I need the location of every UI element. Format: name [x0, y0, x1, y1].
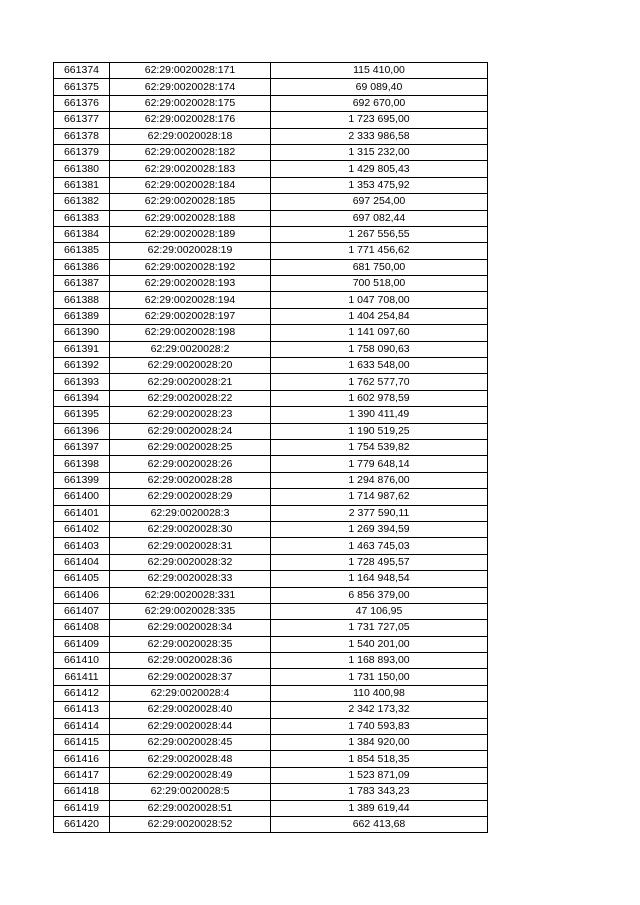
value-cell: 115 410,00: [271, 63, 488, 79]
value-cell: 1 463 745,03: [271, 538, 488, 554]
table-row: [54, 456, 488, 472]
row-number-cell: 661378: [54, 128, 110, 144]
cadastral-number-cell: 62:29:0020028:331: [110, 587, 271, 603]
table-row: [54, 554, 488, 570]
table-row: [54, 685, 488, 701]
row-number-cell: 661391: [54, 341, 110, 357]
row-number-cell: 661383: [54, 210, 110, 226]
cadastral-number-cell: 62:29:0020028:51: [110, 800, 271, 816]
cadastral-number-cell: 62:29:0020028:26: [110, 456, 271, 472]
row-number-cell: 661389: [54, 308, 110, 324]
cadastral-number-cell: 62:29:0020028:29: [110, 489, 271, 505]
value-cell: 1 771 456,62: [271, 243, 488, 259]
value-cell: 692 670,00: [271, 95, 488, 111]
table-row: [54, 358, 488, 374]
cadastral-number-cell: 62:29:0020028:194: [110, 292, 271, 308]
row-number-cell: 661403: [54, 538, 110, 554]
value-cell: 681 750,00: [271, 259, 488, 275]
table-row: [54, 816, 488, 832]
table-row: [54, 374, 488, 390]
table-row: [54, 439, 488, 455]
cadastral-number-cell: 62:29:0020028:33: [110, 571, 271, 587]
row-number-cell: 661397: [54, 439, 110, 455]
value-cell: 1 540 201,00: [271, 636, 488, 652]
value-cell: 1 389 619,44: [271, 800, 488, 816]
row-number-cell: 661409: [54, 636, 110, 652]
cadastral-number-cell: 62:29:0020028:19: [110, 243, 271, 259]
row-number-cell: 661394: [54, 390, 110, 406]
table-row: [54, 79, 488, 95]
cadastral-number-cell: 62:29:0020028:189: [110, 226, 271, 242]
value-cell: 6 856 379,00: [271, 587, 488, 603]
row-number-cell: 661395: [54, 407, 110, 423]
cadastral-number-cell: 62:29:0020028:4: [110, 685, 271, 701]
row-number-cell: 661420: [54, 816, 110, 832]
row-number-cell: 661408: [54, 620, 110, 636]
cadastral-number-cell: 62:29:0020028:193: [110, 276, 271, 292]
value-cell: 110 400,98: [271, 685, 488, 701]
value-cell: 1 728 495,57: [271, 554, 488, 570]
table-row: [54, 177, 488, 193]
table-row: [54, 112, 488, 128]
row-number-cell: 661412: [54, 685, 110, 701]
cadastral-number-cell: 62:29:0020028:192: [110, 259, 271, 275]
table-row: [54, 489, 488, 505]
table-row: [54, 390, 488, 406]
row-number-cell: 661414: [54, 718, 110, 734]
row-number-cell: 661415: [54, 735, 110, 751]
value-cell: 1 754 539,82: [271, 439, 488, 455]
cadastral-number-cell: 62:29:0020028:23: [110, 407, 271, 423]
cadastral-number-cell: 62:29:0020028:28: [110, 472, 271, 488]
table-row: [54, 751, 488, 767]
table-row: [54, 472, 488, 488]
value-cell: 1 714 987,62: [271, 489, 488, 505]
row-number-cell: 661376: [54, 95, 110, 111]
table-row: [54, 521, 488, 537]
value-cell: 1 269 394,59: [271, 521, 488, 537]
row-number-cell: 661406: [54, 587, 110, 603]
value-cell: 1 783 343,23: [271, 784, 488, 800]
row-number-cell: 661377: [54, 112, 110, 128]
cadastral-number-cell: 62:29:0020028:2: [110, 341, 271, 357]
value-cell: 1 141 097,60: [271, 325, 488, 341]
value-cell: 47 106,95: [271, 603, 488, 619]
table-row: [54, 276, 488, 292]
cadastral-number-cell: 62:29:0020028:34: [110, 620, 271, 636]
row-number-cell: 661387: [54, 276, 110, 292]
cadastral-number-cell: 62:29:0020028:174: [110, 79, 271, 95]
row-number-cell: 661411: [54, 669, 110, 685]
table-row: [54, 194, 488, 210]
table-row: [54, 767, 488, 783]
cadastral-number-cell: 62:29:0020028:175: [110, 95, 271, 111]
cadastral-number-cell: 62:29:0020028:48: [110, 751, 271, 767]
cadastral-number-cell: 62:29:0020028:171: [110, 63, 271, 79]
cadastral-number-cell: 62:29:0020028:32: [110, 554, 271, 570]
value-cell: 1 164 948,54: [271, 571, 488, 587]
value-cell: 1 168 893,00: [271, 653, 488, 669]
value-cell: 1 740 593,83: [271, 718, 488, 734]
value-cell: 1 854 518,35: [271, 751, 488, 767]
row-number-cell: 661416: [54, 751, 110, 767]
table-row: [54, 341, 488, 357]
cadastral-number-cell: 62:29:0020028:40: [110, 702, 271, 718]
cadastral-number-cell: 62:29:0020028:18: [110, 128, 271, 144]
table-row: [54, 784, 488, 800]
row-number-cell: 661401: [54, 505, 110, 521]
row-number-cell: 661407: [54, 603, 110, 619]
table-row: [54, 210, 488, 226]
table-row: [54, 144, 488, 160]
value-cell: 1 723 695,00: [271, 112, 488, 128]
row-number-cell: 661405: [54, 571, 110, 587]
cadastral-number-cell: 62:29:0020028:52: [110, 816, 271, 832]
table-row: [54, 571, 488, 587]
cadastral-number-cell: 62:29:0020028:335: [110, 603, 271, 619]
cadastral-number-cell: 62:29:0020028:3: [110, 505, 271, 521]
value-cell: 2 342 173,32: [271, 702, 488, 718]
cadastral-number-cell: 62:29:0020028:197: [110, 308, 271, 324]
row-number-cell: 661382: [54, 194, 110, 210]
row-number-cell: 661404: [54, 554, 110, 570]
table-row: [54, 423, 488, 439]
value-cell: 1 047 708,00: [271, 292, 488, 308]
cadastral-number-cell: 62:29:0020028:36: [110, 653, 271, 669]
table-row: [54, 669, 488, 685]
table-row: [54, 718, 488, 734]
cadastral-number-cell: 62:29:0020028:21: [110, 374, 271, 390]
value-cell: 697 082,44: [271, 210, 488, 226]
table-row: [54, 325, 488, 341]
value-cell: 1 267 556,55: [271, 226, 488, 242]
cadastral-number-cell: 62:29:0020028:188: [110, 210, 271, 226]
row-number-cell: 661385: [54, 243, 110, 259]
row-number-cell: 661400: [54, 489, 110, 505]
value-cell: 1 731 150,00: [271, 669, 488, 685]
value-cell: 1 190 519,25: [271, 423, 488, 439]
table-row: [54, 407, 488, 423]
table-row: [54, 161, 488, 177]
value-cell: 1 762 577,70: [271, 374, 488, 390]
cadastral-number-cell: 62:29:0020028:182: [110, 144, 271, 160]
table-row: [54, 95, 488, 111]
value-cell: 1 633 548,00: [271, 358, 488, 374]
row-number-cell: 661419: [54, 800, 110, 816]
row-number-cell: 661393: [54, 374, 110, 390]
table-row: [54, 603, 488, 619]
value-cell: 1 390 411,49: [271, 407, 488, 423]
value-cell: 69 089,40: [271, 79, 488, 95]
row-number-cell: 661390: [54, 325, 110, 341]
row-number-cell: 661375: [54, 79, 110, 95]
value-cell: 1 404 254,84: [271, 308, 488, 324]
table-row: [54, 292, 488, 308]
cadastral-number-cell: 62:29:0020028:20: [110, 358, 271, 374]
value-cell: 1 758 090,63: [271, 341, 488, 357]
cadastral-number-cell: 62:29:0020028:24: [110, 423, 271, 439]
table-row: [54, 587, 488, 603]
table-row: [54, 702, 488, 718]
table-row: [54, 63, 488, 79]
table-row: [54, 538, 488, 554]
value-cell: 1 294 876,00: [271, 472, 488, 488]
cadastral-number-cell: 62:29:0020028:35: [110, 636, 271, 652]
cadastral-number-cell: 62:29:0020028:49: [110, 767, 271, 783]
cadastral-number-cell: 62:29:0020028:22: [110, 390, 271, 406]
value-cell: 697 254,00: [271, 194, 488, 210]
cadastral-number-cell: 62:29:0020028:31: [110, 538, 271, 554]
table-row: [54, 735, 488, 751]
cadastral-number-cell: 62:29:0020028:44: [110, 718, 271, 734]
table-row: [54, 620, 488, 636]
row-number-cell: 661380: [54, 161, 110, 177]
table-body: [54, 63, 488, 833]
value-cell: 1 602 978,59: [271, 390, 488, 406]
cadastral-number-cell: 62:29:0020028:45: [110, 735, 271, 751]
cadastral-number-cell: 62:29:0020028:5: [110, 784, 271, 800]
table-row: [54, 653, 488, 669]
row-number-cell: 661392: [54, 358, 110, 374]
row-number-cell: 661386: [54, 259, 110, 275]
row-number-cell: 661381: [54, 177, 110, 193]
table-row: [54, 505, 488, 521]
value-cell: 1 353 475,92: [271, 177, 488, 193]
value-cell: 1 384 920,00: [271, 735, 488, 751]
value-cell: 662 413,68: [271, 816, 488, 832]
value-cell: 2 333 986,58: [271, 128, 488, 144]
cadastral-number-cell: 62:29:0020028:176: [110, 112, 271, 128]
value-cell: 1 731 727,05: [271, 620, 488, 636]
cadastral-number-cell: 62:29:0020028:198: [110, 325, 271, 341]
value-cell: 2 377 590,11: [271, 505, 488, 521]
row-number-cell: 661399: [54, 472, 110, 488]
table-row: [54, 243, 488, 259]
value-cell: 1 779 648,14: [271, 456, 488, 472]
row-number-cell: 661388: [54, 292, 110, 308]
value-cell: 1 429 805,43: [271, 161, 488, 177]
value-cell: 700 518,00: [271, 276, 488, 292]
cadastral-value-table: [53, 62, 488, 833]
cadastral-number-cell: 62:29:0020028:37: [110, 669, 271, 685]
table-row: [54, 800, 488, 816]
row-number-cell: 661413: [54, 702, 110, 718]
cadastral-number-cell: 62:29:0020028:184: [110, 177, 271, 193]
table-row: [54, 308, 488, 324]
row-number-cell: 661402: [54, 521, 110, 537]
row-number-cell: 661396: [54, 423, 110, 439]
table-row: [54, 226, 488, 242]
cadastral-number-cell: 62:29:0020028:25: [110, 439, 271, 455]
row-number-cell: 661418: [54, 784, 110, 800]
row-number-cell: 661410: [54, 653, 110, 669]
row-number-cell: 661374: [54, 63, 110, 79]
table-row: [54, 636, 488, 652]
row-number-cell: 661379: [54, 144, 110, 160]
row-number-cell: 661384: [54, 226, 110, 242]
table-row: [54, 128, 488, 144]
table-row: [54, 259, 488, 275]
row-number-cell: 661417: [54, 767, 110, 783]
row-number-cell: 661398: [54, 456, 110, 472]
value-cell: 1 523 871,09: [271, 767, 488, 783]
cadastral-number-cell: 62:29:0020028:185: [110, 194, 271, 210]
cadastral-number-cell: 62:29:0020028:183: [110, 161, 271, 177]
value-cell: 1 315 232,00: [271, 144, 488, 160]
cadastral-number-cell: 62:29:0020028:30: [110, 521, 271, 537]
